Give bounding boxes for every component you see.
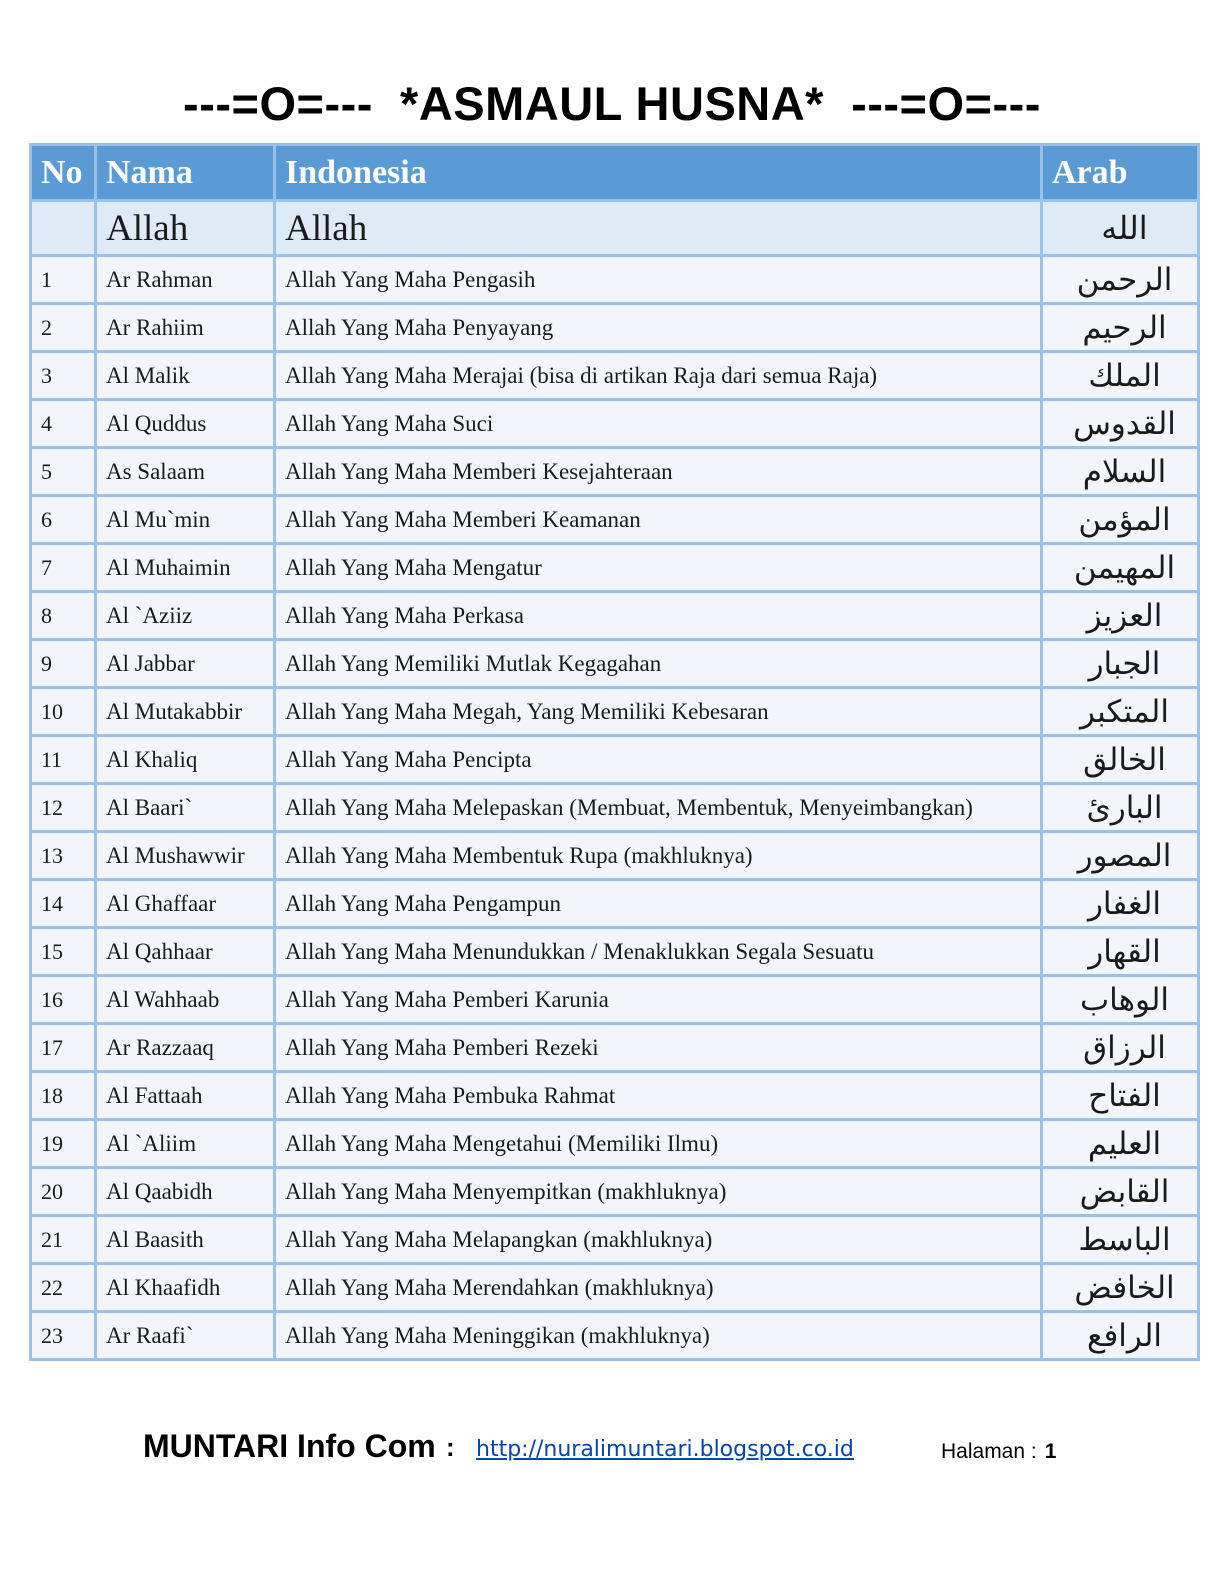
cell-nama: Al Ghaffaar [97, 881, 273, 926]
cell-no: 11 [32, 737, 94, 782]
cell-nama: Al Mutakabbir [97, 689, 273, 734]
cell-no: 19 [32, 1121, 94, 1166]
cell-indonesia: Allah Yang Maha Menundukkan / Menaklukkan Segala Sesuatu [276, 929, 1040, 974]
table-row-allah [32, 202, 1197, 254]
table-row [32, 1073, 1197, 1118]
page-footer [0, 1428, 1224, 1478]
cell-arab: الرحمن [1043, 257, 1197, 302]
cell-indonesia: Allah Yang Maha Merajai (bisa di artikan Raja dari semua Raja) [276, 353, 1040, 398]
cell-nama: Al `Aziiz [97, 593, 273, 638]
cell-no: 6 [32, 497, 94, 542]
table-row [32, 1217, 1197, 1262]
cell-arab: الغفار [1043, 881, 1197, 926]
cell-arab: الله [1043, 202, 1197, 254]
cell-nama: Al Fattaah [97, 1073, 273, 1118]
table-row [32, 929, 1197, 974]
cell-no: 8 [32, 593, 94, 638]
cell-no: 23 [32, 1313, 94, 1358]
cell-indonesia: Allah Yang Maha Menyempitkan (makhluknya) [276, 1169, 1040, 1214]
cell-indonesia: Allah Yang Maha Melapangkan (makhluknya) [276, 1217, 1040, 1262]
table-row [32, 1025, 1197, 1070]
table-row [32, 689, 1197, 734]
table-row [32, 881, 1197, 926]
cell-no: 16 [32, 977, 94, 1022]
cell-arab: الوهاب [1043, 977, 1197, 1022]
cell-nama: Al Malik [97, 353, 273, 398]
cell-arab: المهيمن [1043, 545, 1197, 590]
cell-no: 3 [32, 353, 94, 398]
table-row [32, 785, 1197, 830]
cell-no: 2 [32, 305, 94, 350]
cell-nama: Al Muhaimin [97, 545, 273, 590]
footer-site-name: MUNTARI Info Com [143, 1428, 436, 1464]
cell-nama: Al `Aliim [97, 1121, 273, 1166]
cell-arab: القدوس [1043, 401, 1197, 446]
cell-indonesia: Allah Yang Maha Pemberi Rezeki [276, 1025, 1040, 1070]
cell-arab: العليم [1043, 1121, 1197, 1166]
cell-arab: الرزاق [1043, 1025, 1197, 1070]
table-row [32, 305, 1197, 350]
cell-indonesia: Allah Yang Maha Membentuk Rupa (makhluknya) [276, 833, 1040, 878]
table-row [32, 641, 1197, 686]
cell-nama: Al Khaafidh [97, 1265, 273, 1310]
cell-indonesia: Allah Yang Maha Megah, Yang Memiliki Kebesaran [276, 689, 1040, 734]
cell-nama: Allah [97, 202, 273, 254]
cell-nama: Al Mu`min [97, 497, 273, 542]
cell-nama: Al Baasith [97, 1217, 273, 1262]
table-row [32, 353, 1197, 398]
cell-no: 21 [32, 1217, 94, 1262]
table-row [32, 833, 1197, 878]
cell-nama: Al Qaabidh [97, 1169, 273, 1214]
cell-arab: المتكبر [1043, 689, 1197, 734]
table-header-row [32, 146, 1197, 199]
header-no: No [32, 146, 94, 199]
cell-arab: البارئ [1043, 785, 1197, 830]
cell-indonesia: Allah Yang Maha Merendahkan (makhluknya) [276, 1265, 1040, 1310]
cell-indonesia: Allah Yang Maha Penyayang [276, 305, 1040, 350]
table-row [32, 497, 1197, 542]
asmaul-husna-table [29, 143, 1200, 1361]
cell-indonesia: Allah Yang Maha Pencipta [276, 737, 1040, 782]
cell-indonesia: Allah Yang Maha Mengetahui (Memiliki Ilmu) [276, 1121, 1040, 1166]
table-row [32, 1169, 1197, 1214]
table-row [32, 1121, 1197, 1166]
table-row [32, 1313, 1197, 1358]
cell-indonesia: Allah Yang Maha Perkasa [276, 593, 1040, 638]
table-row [32, 1265, 1197, 1310]
cell-arab: الخالق [1043, 737, 1197, 782]
cell-nama: Al Quddus [97, 401, 273, 446]
footer-url-link[interactable]: http://nuralimuntari.blogspot.co.id [476, 1437, 854, 1462]
cell-nama: Al Baari` [97, 785, 273, 830]
cell-arab: السلام [1043, 449, 1197, 494]
cell-no: 17 [32, 1025, 94, 1070]
cell-nama: Al Qahhaar [97, 929, 273, 974]
cell-no: 12 [32, 785, 94, 830]
cell-arab: الملك [1043, 353, 1197, 398]
cell-no: 5 [32, 449, 94, 494]
cell-no: 13 [32, 833, 94, 878]
header-arab: Arab [1043, 146, 1197, 199]
header-indonesia: Indonesia [276, 146, 1040, 199]
cell-arab: الخافض [1043, 1265, 1197, 1310]
cell-indonesia: Allah Yang Maha Pengasih [276, 257, 1040, 302]
cell-no [32, 202, 94, 254]
cell-nama: Ar Raafi` [97, 1313, 273, 1358]
cell-no: 22 [32, 1265, 94, 1310]
cell-indonesia: Allah Yang Maha Suci [276, 401, 1040, 446]
cell-nama: Al Wahhaab [97, 977, 273, 1022]
cell-no: 1 [32, 257, 94, 302]
table-row [32, 257, 1197, 302]
footer-page [941, 1440, 1056, 1464]
cell-nama: As Salaam [97, 449, 273, 494]
table-row [32, 545, 1197, 590]
cell-arab: العزيز [1043, 593, 1197, 638]
cell-arab: الفتاح [1043, 1073, 1197, 1118]
header-nama: Nama [97, 146, 273, 199]
cell-nama: Ar Rahman [97, 257, 273, 302]
cell-indonesia: Allah [276, 202, 1040, 254]
footer-separator: : [446, 1432, 455, 1462]
table-row [32, 737, 1197, 782]
cell-indonesia: Allah Yang Maha Pemberi Karunia [276, 977, 1040, 1022]
cell-arab: المؤمن [1043, 497, 1197, 542]
cell-no: 7 [32, 545, 94, 590]
cell-indonesia: Allah Yang Maha Mengatur [276, 545, 1040, 590]
table-row [32, 593, 1197, 638]
cell-no: 15 [32, 929, 94, 974]
cell-arab: الرحيم [1043, 305, 1197, 350]
cell-no: 9 [32, 641, 94, 686]
cell-indonesia: Allah Yang Maha Memberi Kesejahteraan [276, 449, 1040, 494]
cell-nama: Al Khaliq [97, 737, 273, 782]
table-row [32, 401, 1197, 446]
cell-indonesia: Allah Yang Maha Pembuka Rahmat [276, 1073, 1040, 1118]
footer-page-number: 1 [1044, 1440, 1057, 1463]
cell-no: 18 [32, 1073, 94, 1118]
cell-nama: Ar Razzaaq [97, 1025, 273, 1070]
cell-indonesia: Allah Yang Maha Melepaskan (Membuat, Membentuk, Menyeimbangkan) [276, 785, 1040, 830]
cell-indonesia: Allah Yang Maha Meninggikan (makhluknya) [276, 1313, 1040, 1358]
table-row [32, 977, 1197, 1022]
cell-indonesia: Allah Yang Maha Memberi Keamanan [276, 497, 1040, 542]
cell-arab: الباسط [1043, 1217, 1197, 1262]
cell-indonesia: Allah Yang Maha Pengampun [276, 881, 1040, 926]
cell-arab: المصور [1043, 833, 1197, 878]
cell-indonesia: Allah Yang Memiliki Mutlak Kegagahan [276, 641, 1040, 686]
cell-no: 14 [32, 881, 94, 926]
cell-arab: الرافع [1043, 1313, 1197, 1358]
cell-nama: Al Jabbar [97, 641, 273, 686]
table-row [32, 449, 1197, 494]
cell-no: 20 [32, 1169, 94, 1214]
cell-arab: الجبار [1043, 641, 1197, 686]
footer-page-label: Halaman : [941, 1440, 1037, 1463]
cell-nama: Ar Rahiim [97, 305, 273, 350]
cell-nama: Al Mushawwir [97, 833, 273, 878]
cell-no: 4 [32, 401, 94, 446]
cell-arab: القابض [1043, 1169, 1197, 1214]
page-title: ---=O=--- *ASMAUL HUSNA* ---=O=--- [183, 77, 1041, 130]
cell-arab: القهار [1043, 929, 1197, 974]
cell-no: 10 [32, 689, 94, 734]
